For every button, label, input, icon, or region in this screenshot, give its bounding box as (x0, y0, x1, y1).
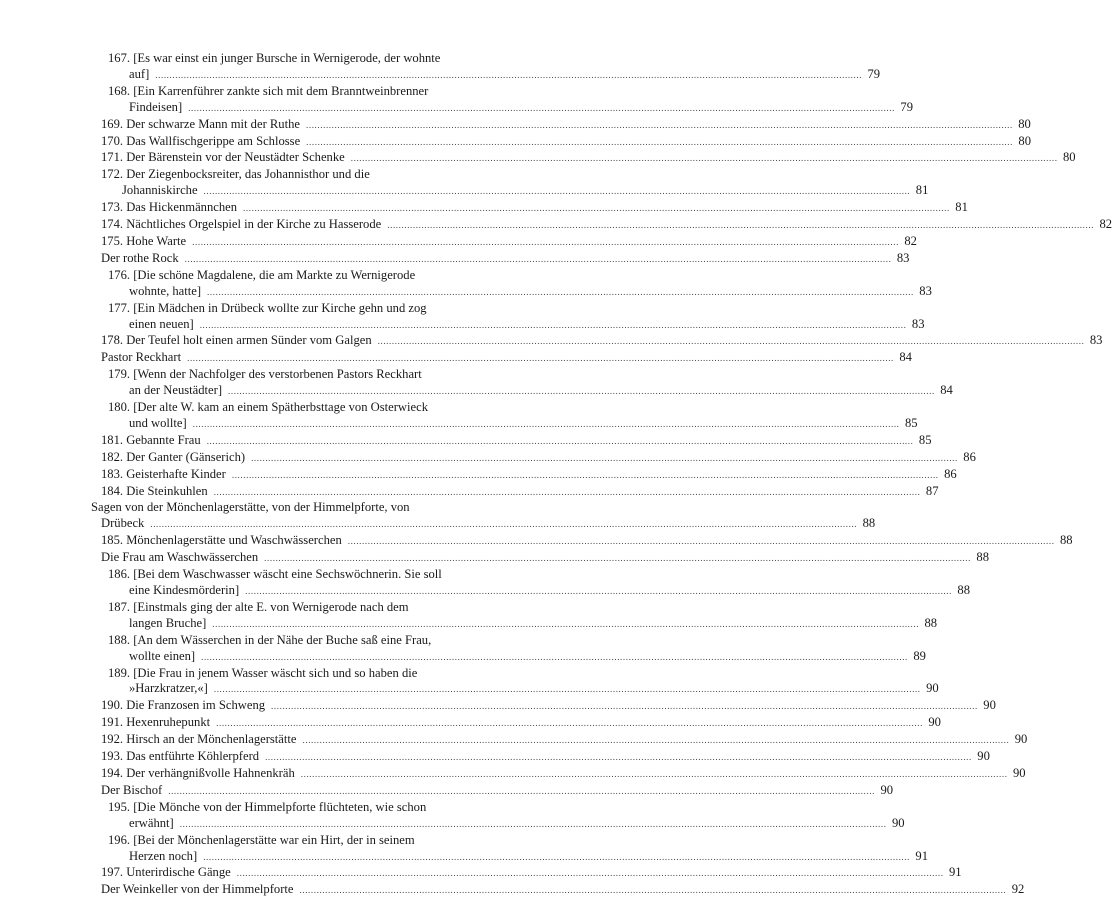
toc-entry-title: 169. Der schwarze Mann mit der Ruthe (101, 116, 300, 131)
toc-entry-line (0, 833, 490, 849)
page-number: 80 (1018, 133, 1031, 148)
page-number: 90 (983, 698, 996, 713)
toc-entry-line (0, 400, 490, 416)
page-number: 81 (955, 200, 968, 215)
toc-entry[interactable] (0, 832, 928, 866)
toc-entry-line (0, 600, 490, 616)
toc-entry[interactable] (0, 882, 1025, 899)
toc-entry[interactable] (0, 533, 1073, 550)
toc-entry-continuation (0, 516, 876, 533)
page-number: 82 (1099, 217, 1112, 232)
page-number: 90 (891, 815, 905, 830)
toc-entry-continuation (0, 815, 905, 833)
toc-entry-line (0, 633, 490, 649)
toc-entry[interactable] (0, 782, 894, 800)
table-of-contents (0, 51, 1112, 899)
toc-entry-title: einen neuen] (129, 316, 194, 331)
toc-entry[interactable] (0, 765, 1026, 783)
toc-entry-title: 195. [Die Mönche von der Himmelpforte flüchteten, wie schon (108, 799, 427, 814)
toc-entry-line (0, 84, 490, 100)
toc-entry-line (0, 483, 939, 501)
toc-entry-continuation (0, 66, 881, 84)
toc-entry-line (0, 367, 490, 383)
toc-entry-title: 174. Nächtliches Orgelspiel in der Kirche zu Hasserode (101, 217, 382, 232)
toc-entry-line (0, 882, 1025, 899)
toc-entry-title: 170. Das Wallfischgerippe am Schlosse (101, 133, 301, 148)
page-number: 83 (896, 250, 910, 265)
toc-entry-title: Johanniskirche (122, 183, 198, 198)
page-number: 86 (944, 466, 957, 481)
page-number: 88 (862, 516, 876, 531)
toc-entry[interactable] (0, 300, 925, 334)
toc-entry-title: Findeisen] (129, 99, 183, 114)
toc-entry-title: 188. [An dem Wässerchen in der Nähe der Buche saß eine Frau, (108, 632, 432, 647)
dot-leader (243, 201, 950, 217)
toc-entry-title: wohnte, hatte] (129, 283, 202, 298)
toc-entry-line (0, 500, 490, 516)
toc-entry-title: 173. Das Hickenmännchen (101, 200, 238, 215)
dot-leader (185, 252, 892, 268)
page-number: 90 (880, 782, 894, 797)
toc-entry[interactable] (0, 599, 938, 633)
page-number: 90 (926, 681, 939, 696)
toc-entry[interactable] (0, 632, 926, 666)
toc-entry-line (0, 432, 932, 450)
toc-entry[interactable] (0, 749, 990, 766)
toc-entry[interactable] (0, 217, 1112, 234)
dot-leader (216, 716, 923, 732)
toc-entry-title: 181. Gebannte Frau (101, 432, 201, 447)
page-number: 86 (963, 449, 976, 464)
toc-entry-title: 175. Hohe Warte (101, 233, 187, 248)
toc-entry-title: Die Frau am Waschwässerchen (101, 550, 259, 565)
page-number: 83 (919, 283, 932, 298)
toc-entry[interactable] (0, 233, 917, 251)
dot-leader (207, 285, 914, 301)
dot-leader (237, 866, 944, 882)
toc-entry-line (0, 533, 1073, 550)
page-number: 88 (924, 615, 938, 630)
toc-entry[interactable] (0, 865, 962, 882)
dot-leader (271, 699, 978, 715)
dot-leader (306, 118, 1013, 134)
toc-entry-title: Der Weinkeller von der Himmelpforte (101, 882, 294, 897)
toc-entry-line (0, 765, 1026, 783)
toc-entry-title: 176. [Die schöne Magdalene, die am Markte zu Wernigerode (108, 267, 416, 282)
toc-entry-title: Drübeck (101, 516, 145, 531)
toc-entry[interactable] (0, 267, 932, 301)
toc-entry-title: 186. [Bei dem Waschwasser wäscht eine Sechswöchnerin. Sie soll (108, 567, 442, 582)
toc-entry-line (0, 666, 490, 682)
toc-entry-line (0, 865, 962, 882)
dot-leader (204, 184, 911, 200)
dot-leader (214, 485, 921, 501)
dot-leader (200, 318, 907, 334)
page-number: 88 (976, 550, 989, 565)
page-number: 90 (1014, 732, 1028, 747)
toc-entry-title: 197. Unterirdische Gänge (101, 865, 231, 880)
toc-entry-line (0, 133, 1031, 151)
page-number: 87 (925, 483, 939, 498)
toc-entry-continuation (0, 383, 953, 400)
toc-entry-title: 177. [Ein Mädchen in Drübeck wollte zur Kirche gehn und zog (108, 300, 427, 315)
toc-entry-title: auf] (129, 66, 150, 81)
dot-leader (251, 451, 958, 467)
toc-entry-line (0, 449, 976, 467)
toc-entry-continuation (0, 283, 932, 301)
toc-entry-title: 190. Die Franzosen im Schweng (101, 698, 266, 713)
toc-entry-line (0, 116, 1031, 134)
page-number: 84 (899, 350, 912, 365)
toc-entry-title: 182. Der Ganter (Gänserich) (101, 449, 246, 464)
toc-entry-line (0, 567, 490, 583)
toc-entry-continuation (0, 316, 925, 334)
toc-entry[interactable] (0, 698, 996, 715)
toc-entry-title: 192. Hirsch an der Mönchenlagerstätte (101, 732, 297, 747)
dot-leader (192, 235, 899, 251)
toc-entry-line (0, 350, 912, 367)
toc-entry-line (0, 301, 490, 317)
toc-entry-title: »Harzkratzer,«] (129, 681, 208, 696)
toc-entry[interactable] (0, 51, 881, 84)
toc-entry[interactable] (0, 83, 913, 117)
dot-leader (212, 617, 919, 633)
toc-entry[interactable] (0, 665, 939, 699)
toc-entry-title: an der Neustädter] (129, 383, 223, 398)
toc-entry-line (0, 715, 941, 732)
page-number: 88 (957, 583, 970, 597)
toc-entry-line (0, 268, 490, 284)
toc-entry-title: 189. [Die Frau in jenem Wasser wäscht sich und so haben die (108, 665, 418, 680)
toc-entry-continuation (0, 183, 929, 200)
dot-leader (214, 682, 921, 698)
page-number: 90 (977, 749, 990, 764)
dot-leader (187, 351, 894, 367)
dot-leader (264, 551, 971, 567)
toc-entry[interactable] (0, 432, 932, 450)
dot-leader (193, 417, 900, 433)
page-number: 89 (913, 648, 926, 663)
page-number: 90 (1012, 765, 1026, 780)
dot-leader (180, 817, 887, 833)
toc-entry-continuation (0, 681, 939, 698)
page-number: 79 (867, 66, 881, 81)
toc-entry-title: 172. Der Ziegenbocksreiter, das Johannisthor und die (101, 167, 370, 182)
toc-entry-line (0, 150, 1076, 167)
toc-entry-title: 183. Geisterhafte Kinder (101, 466, 226, 481)
toc-entry-title: 187. [Einstmals ging der alte E. von Wernigerode nach dem (108, 599, 409, 614)
dot-leader (232, 468, 939, 484)
dot-leader (387, 218, 1094, 234)
dot-leader (348, 534, 1055, 550)
page-number: 81 (915, 183, 929, 198)
toc-entry-line (0, 749, 990, 766)
toc-entry-title: 179. [Wenn der Nachfolger des verstorbenen Pastors Reckhart (108, 367, 422, 382)
toc-entry-line (0, 466, 957, 484)
toc-entry-continuation (0, 415, 918, 433)
page-number: 80 (1062, 150, 1076, 165)
toc-entry-continuation (0, 648, 926, 666)
toc-entry[interactable] (0, 200, 968, 217)
toc-entry-title: 168. [Ein Karrenführer zankte sich mit dem Branntweinbrenner (108, 83, 429, 98)
toc-entry-title: langen Bruche] (129, 615, 207, 630)
toc-entry-title: Pastor Reckhart (101, 350, 182, 365)
page-number: 92 (1011, 882, 1025, 897)
toc-entry[interactable] (0, 550, 989, 567)
toc-entry-line (0, 800, 490, 816)
toc-entry-continuation (0, 583, 970, 600)
dot-leader (150, 517, 857, 533)
toc-entry[interactable] (0, 500, 876, 533)
dot-leader (245, 584, 952, 600)
page-number: 85 (918, 432, 932, 447)
toc-entry-title: 191. Hexenruhepunkt (101, 715, 211, 730)
dot-leader (301, 767, 1008, 783)
toc-entry-line (0, 333, 1103, 350)
toc-entry-title: 184. Die Steinkuhlen (101, 483, 208, 498)
dot-leader (203, 850, 910, 866)
toc-entry-title: 171. Der Bärenstein vor der Neustädter Schenke (101, 150, 345, 165)
toc-entry-line (0, 550, 989, 567)
toc-entry[interactable] (0, 799, 905, 833)
toc-entry-title: wollte einen] (129, 648, 196, 663)
page-number: 83 (911, 316, 925, 331)
toc-entry[interactable] (0, 715, 941, 732)
toc-entry-title: Sagen von der Mönchenlagerstätte, von der Himmelpforte, von (91, 500, 410, 515)
toc-entry[interactable] (0, 567, 970, 600)
toc-entry-continuation (0, 848, 928, 866)
toc-entry-line (0, 250, 910, 268)
toc-entry-line (0, 233, 917, 251)
toc-entry-continuation (0, 615, 938, 633)
toc-entry[interactable] (0, 483, 939, 501)
toc-entry[interactable] (0, 333, 1103, 350)
toc-entry[interactable] (0, 150, 1076, 167)
dot-leader (207, 434, 914, 450)
toc-entry-title: Herzen noch] (129, 848, 198, 863)
page-number: 91 (915, 848, 928, 863)
toc-entry-line (0, 217, 1112, 234)
page-number: 79 (900, 99, 913, 114)
page-number: 91 (948, 865, 962, 880)
dot-leader (351, 151, 1058, 167)
page-number: 84 (940, 383, 953, 398)
dot-leader (168, 784, 875, 800)
dot-leader (188, 101, 895, 117)
dot-leader (306, 135, 1013, 151)
dot-leader (303, 733, 1010, 749)
dot-leader (201, 650, 908, 666)
page-number: 82 (904, 233, 917, 248)
dot-leader (155, 68, 862, 84)
toc-entry-title: 180. [Der alte W. kam an einem Spätherbsttage von Osterwieck (108, 400, 428, 415)
dot-leader (378, 334, 1085, 350)
toc-entry-title: Der Bischof (101, 782, 163, 797)
toc-entry[interactable] (0, 116, 1031, 134)
toc-entry[interactable] (0, 367, 953, 400)
toc-entry[interactable] (0, 167, 929, 200)
toc-entry-line (0, 51, 490, 67)
page-number: 88 (1059, 533, 1073, 548)
toc-entry-line (0, 732, 1028, 749)
dot-leader (265, 750, 972, 766)
toc-entry[interactable] (0, 466, 957, 484)
toc-entry-title: 167. [Es war einst ein junger Bursche in Wernigerode, der wohnte (108, 51, 441, 65)
toc-entry-title: 196. [Bei der Mönchenlagerstätte war ein Hirt, der in seinem (108, 832, 415, 847)
toc-entry-title: Der rothe Rock (101, 250, 179, 265)
toc-entry-title: und wollte] (129, 415, 187, 430)
toc-entry-title: 185. Mönchenlagerstätte und Waschwässerchen (101, 533, 342, 548)
toc-entry-title: 194. Der verhängnißvolle Hahnenkräh (101, 765, 295, 780)
toc-entry[interactable] (0, 732, 1028, 749)
toc-entry[interactable] (0, 400, 918, 433)
toc-entry-title: erwähnt] (129, 815, 174, 830)
toc-entry-continuation (0, 99, 913, 117)
toc-entry-line (0, 698, 996, 715)
page-number: 85 (904, 415, 918, 430)
toc-entry-line (0, 200, 968, 217)
toc-entry[interactable] (0, 133, 1031, 151)
page-number: 83 (1089, 333, 1103, 348)
toc-entry[interactable] (0, 449, 976, 467)
toc-entry-line (0, 167, 490, 183)
toc-entry-title: 178. Der Teufel holt einen armen Sünder vom Galgen (101, 333, 372, 348)
dot-leader (300, 883, 1007, 899)
toc-entry[interactable] (0, 250, 910, 268)
page-number: 90 (928, 715, 941, 730)
page-number: 80 (1018, 116, 1031, 131)
toc-entry-line (0, 782, 894, 800)
toc-entry[interactable] (0, 350, 912, 367)
toc-entry-title: eine Kindesmörderin] (129, 583, 240, 597)
dot-leader (228, 384, 935, 400)
toc-entry-title: 193. Das entführte Köhlerpferd (101, 749, 260, 764)
